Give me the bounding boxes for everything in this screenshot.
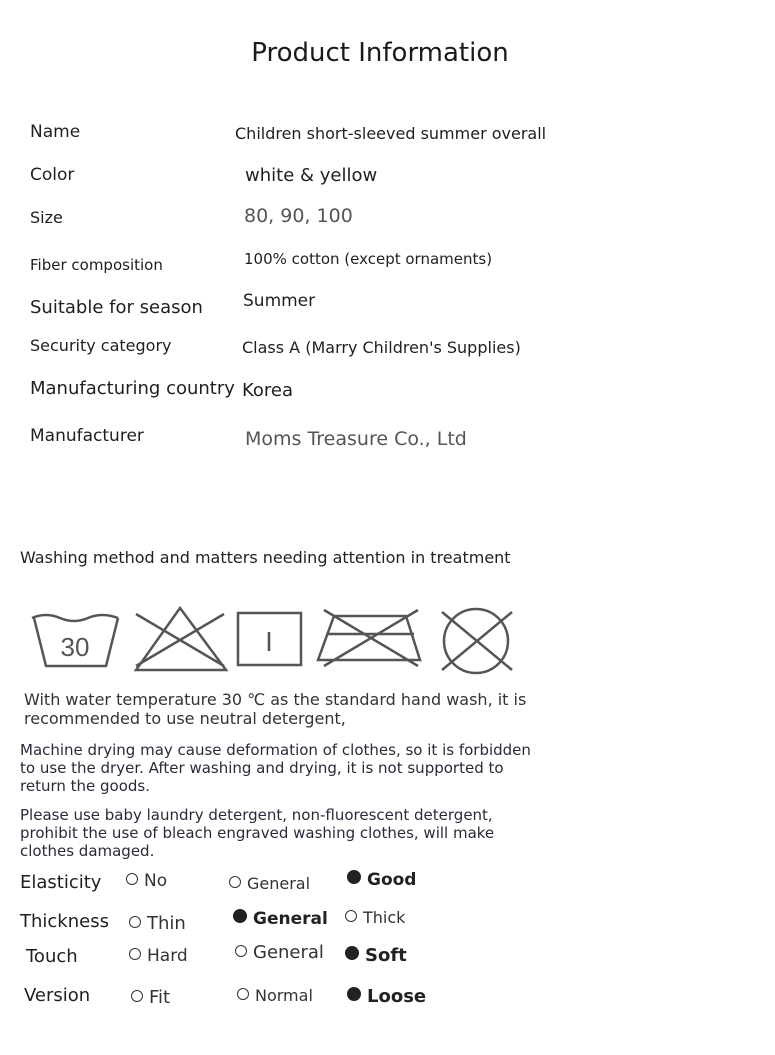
rating-option-selected: General — [233, 909, 328, 929]
rating-option-selected: Soft — [345, 945, 407, 966]
care-paragraph-2: Machine drying may cause deformation of clothes, so it is forbidden to use the dryer. After washing and drying, it is not supported to return the goods. — [20, 741, 531, 795]
no-dry-clean-icon — [442, 609, 512, 673]
rating-label-version: Version — [24, 985, 91, 1006]
info-value-color: white & yellow — [245, 165, 378, 186]
info-label-size: Size — [30, 208, 63, 227]
page-title: Product Information — [251, 38, 509, 68]
rating-option: General — [229, 874, 310, 893]
info-value-country: Korea — [242, 380, 294, 401]
info-label-season: Suitable for season — [30, 297, 203, 318]
info-value-fiber: 100% cotton (except ornaments) — [244, 250, 493, 268]
rating-option: Normal — [237, 986, 313, 1005]
svg-text:I: I — [265, 626, 273, 657]
washing-heading: Washing method and matters needing attention in treatment — [20, 548, 511, 567]
info-value-security: Class A (Marry Children's Supplies) — [242, 338, 521, 357]
rating-option: Fit — [131, 987, 170, 1008]
rating-option: No — [126, 871, 167, 891]
care-paragraph-1: With water temperature 30 ℃ as the standard hand wash, it is recommended to use neutral detergent, — [24, 690, 527, 728]
info-label-fiber: Fiber composition — [30, 256, 163, 274]
care-icons — [28, 604, 528, 676]
tumble-dry-low-icon — [238, 613, 301, 665]
rating-option: Thick — [345, 908, 405, 927]
no-bleach-icon — [136, 608, 226, 670]
rating-option-selected: Loose — [347, 986, 426, 1007]
rating-label-thickness: Thickness — [20, 911, 109, 932]
info-label-country: Manufacturing country — [30, 378, 235, 399]
info-label-color: Color — [30, 165, 75, 185]
rating-option: General — [235, 942, 324, 963]
hand-wash-30-icon — [32, 615, 118, 666]
svg-text:30: 30 — [60, 632, 90, 662]
rating-option-selected: Good — [347, 870, 416, 890]
rating-label-touch: Touch — [26, 946, 78, 967]
info-value-name: Children short-sleeved summer overall — [235, 124, 547, 143]
care-paragraph-3: Please use baby laundry detergent, non-fluorescent detergent, prohibit the use of bleach engraved washing clothes, will make clothes damaged. — [20, 806, 495, 860]
rating-label-elasticity: Elasticity — [20, 872, 102, 893]
no-iron-icon — [318, 610, 420, 666]
info-label-name: Name — [30, 122, 81, 142]
rating-option: Hard — [129, 946, 188, 966]
info-value-size: 80, 90, 100 — [244, 205, 353, 227]
info-value-season: Summer — [243, 291, 316, 311]
rating-option: Thin — [129, 913, 186, 934]
info-value-manufacturer: Moms Treasure Co., Ltd — [245, 428, 467, 450]
info-label-security: Security category — [30, 336, 172, 355]
info-label-manufacturer: Manufacturer — [30, 426, 144, 446]
